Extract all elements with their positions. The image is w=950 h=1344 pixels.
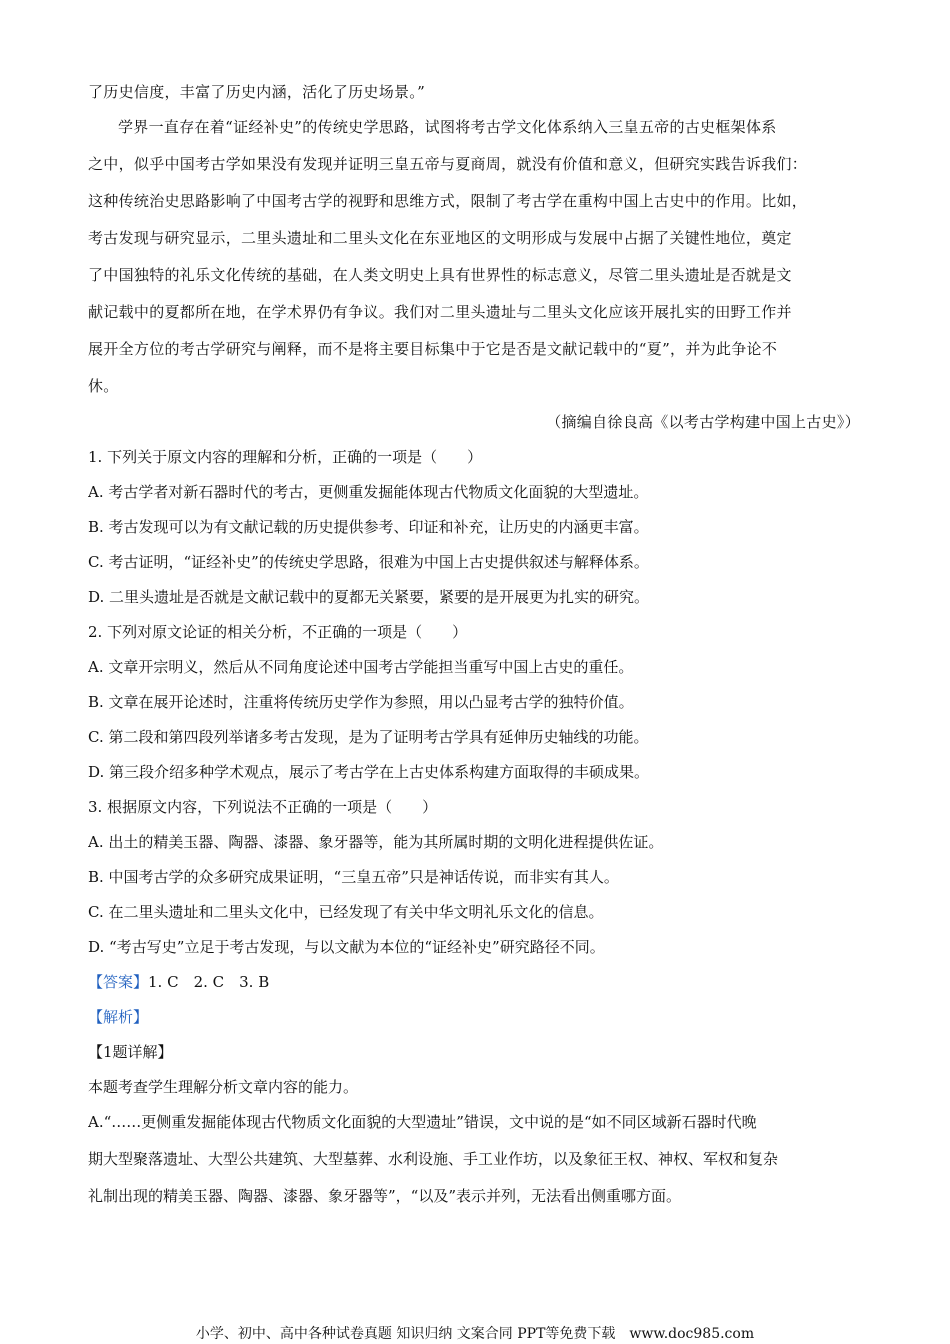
analysis-line: 期大型聚落遗址、大型公共建筑、大型墓葬、水利设施、手工业作坊，以及象征王权、神权、军权和复杂 <box>88 1150 779 1168</box>
question-option: C. 在二里头遗址和二里头文化中，已经发现了有关中华文明礼乐文化的信息。 <box>88 903 604 921</box>
passage-line: 这种传统治史思路影响了中国考古学的视野和思维方式，限制了考古学在重构中国上古史中的作用。比如， <box>88 192 808 210</box>
analysis-intro: 本题考查学生理解分析文章内容的能力。 <box>88 1078 359 1096</box>
question-option: A. 文章开宗明义，然后从不同角度论述中国考古学能担当重写中国上古史的重任。 <box>88 658 634 676</box>
passage-line: 学界一直存在着“证经补史”的传统史学思路，试图将考古学文化体系纳入三皇五帝的古史框架体系 <box>118 118 777 136</box>
question-option: D. 二里头遗址是否就是文献记载中的夏都无关紧要，紧要的是开展更为扎实的研究。 <box>88 588 650 606</box>
page-footer: 小学、初中、高中各种试卷真题 知识归纳 文案合同 PPT等免费下载 www.doc985.com <box>195 1326 755 1342</box>
question-option: A. 出土的精美玉器、陶器、漆器、象牙器等，能为其所属时期的文明化进程提供佐证。 <box>88 833 664 851</box>
question-option: B. 中国考古学的众多研究成果证明，“三皇五帝”只是神话传说，而非实有其人。 <box>88 868 619 886</box>
answer-label: 【答案】 <box>88 973 149 991</box>
analysis-line: 礼制出现的精美玉器、陶器、漆器、象牙器等”，“以及”表示并列，无法看出侧重哪方面。 <box>88 1187 682 1205</box>
question-option: C. 第二段和第四段列举诸多考古发现，是为了证明考古学具有延伸历史轴线的功能。 <box>88 728 649 746</box>
question-stem: 1. 下列关于原文内容的理解和分析，正确的一项是（ ） <box>88 448 483 466</box>
passage-line: 之中，似乎中国考古学如果没有发现并证明三皇五帝与夏商周，就没有价值和意义，但研究实践告诉我们： <box>88 155 808 173</box>
passage-line: 献记载中的夏都所在地，在学术界仍有争议。我们对二里头遗址与二里头文化应该开展扎实的田野工作并 <box>88 303 792 321</box>
passage-line: 休。 <box>88 377 119 395</box>
question-stem: 3. 根据原文内容，下列说法不正确的一项是（ ） <box>88 798 438 816</box>
answer-text: 1. C 2. C 3. B <box>148 973 270 991</box>
passage-line: 展开全方位的考古学研究与阐释，而不是将主要目标集中于它是否是文献记载中的“夏”，并为此争论不 <box>88 340 778 358</box>
passage-source: （摘编自徐良高《以考古学构建中国上古史》） <box>546 413 860 431</box>
question-option: B. 考古发现可以为有文献记载的历史提供参考、印证和补充，让历史的内涵更丰富。 <box>88 518 649 536</box>
passage-line: 了中国独特的礼乐文化传统的基础，在人类文明史上具有世界性的标志意义，尽管二里头遗址是否就是文 <box>88 266 792 284</box>
question-option: A. 考古学者对新石器时代的考古，更侧重发掘能体现古代物质文化面貌的大型遗址。 <box>88 483 649 501</box>
analysis-line: A.“……更侧重发掘能体现古代物质文化面貌的大型遗址”错误，文中说的是“如不同区域新石器时代晚 <box>88 1113 757 1131</box>
question-option: C. 考古证明，“证经补史”的传统史学思路，很难为中国上古史提供叙述与解释体系。 <box>88 553 649 571</box>
answer-line <box>88 972 864 992</box>
question-option: D. 第三段介绍多种学术观点，展示了考古学在上古史体系构建方面取得的丰硕成果。 <box>88 763 650 781</box>
analysis-label: 【解析】 <box>88 1008 149 1026</box>
passage-line: 了历史信度，丰富了历史内涵，活化了历史场景。” <box>88 83 426 101</box>
analysis-heading: 【1题详解】 <box>88 1043 173 1061</box>
question-stem: 2. 下列对原文论证的相关分析，不正确的一项是（ ） <box>88 623 468 641</box>
question-option: B. 文章在展开论述时，注重将传统历史学作为参照，用以凸显考古学的独特价值。 <box>88 693 634 711</box>
question-option: D. “考古写史”立足于考古发现，与以文献为本位的“证经补史”研究路径不同。 <box>88 938 605 956</box>
passage-line: 考古发现与研究显示，二里头遗址和二里头文化在东亚地区的文明形成与发展中占据了关键性地位，奠定 <box>88 229 792 247</box>
